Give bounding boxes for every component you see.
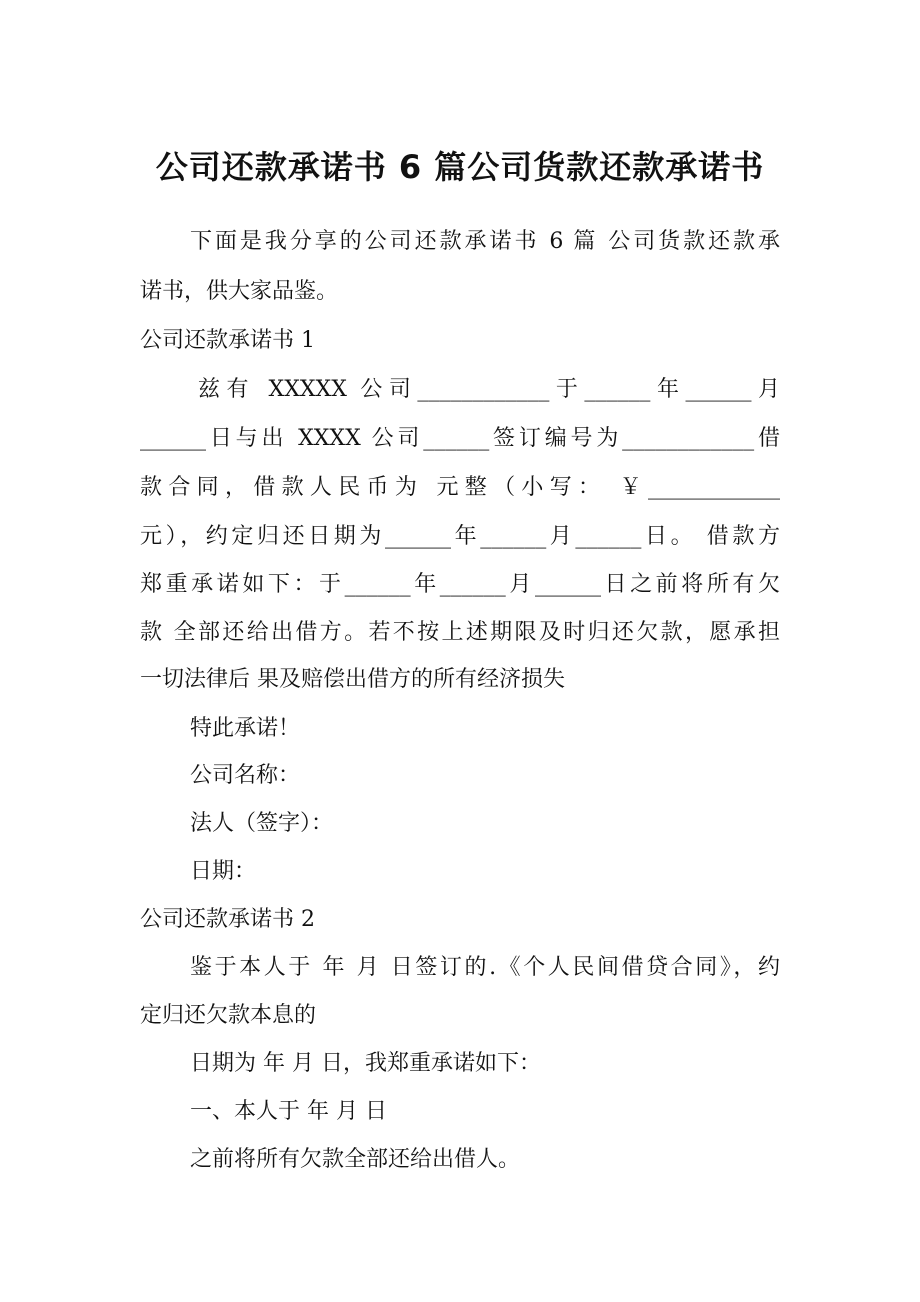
section-1-body-line: ______日与出 XXXX 公司______签订编号为____________借 [140, 426, 780, 451]
section-2-para-4: 之前将所有欠款全部还给出借人。 [190, 1147, 521, 1172]
legal-signature-label: 法人（签字）： [190, 811, 334, 836]
intro-line-2: 诺书，供大家品鉴。 [140, 279, 339, 304]
section-1-body-line: 一切法律后 果及赔偿出借方的所有经济损失 [140, 667, 565, 692]
section-1-body-line: 兹有 XXXXX 公司____________于______年______月 [198, 377, 780, 402]
section-2-para-3: 一、本人于 年 月 日 [190, 1099, 387, 1124]
section-1-heading: 公司还款承诺书 1 [140, 328, 315, 353]
section-2-para-1-line-1: 鉴于本人于 年 月 日签订的.《个人民间借贷合同》，约 [190, 955, 780, 980]
section-2-para-2: 日期为 年 月 日，我郑重承诺如下： [190, 1051, 541, 1076]
closing-statement: 特此承诺！ [190, 716, 301, 741]
document-title: 公司还款承诺书 6 篇公司货款还款承诺书 [155, 148, 765, 186]
section-2-para-1-line-2: 定归还欠款本息的 [140, 1003, 317, 1028]
intro-line-1: 下面是我分享的公司还款承诺书 6 篇 公司货款还款承 [190, 229, 780, 254]
section-1-body-line: 款 全部还给出借方。若不按上述期限及时归还欠款，愿承担 [140, 620, 780, 645]
section-1-body-line: 元），约定归还日期为______年______月______日。 借款方 [140, 524, 780, 549]
section-1-body-line: 郑重承诺如下：于______年______月______日之前将所有欠 [140, 572, 780, 597]
company-name-label: 公司名称： [190, 763, 301, 788]
date-label: 日期： [190, 859, 257, 884]
section-1-body-line: 款合同，借款人民币为 元整（小写： ￥____________ [140, 475, 780, 500]
section-2-heading: 公司还款承诺书 2 [140, 907, 315, 932]
